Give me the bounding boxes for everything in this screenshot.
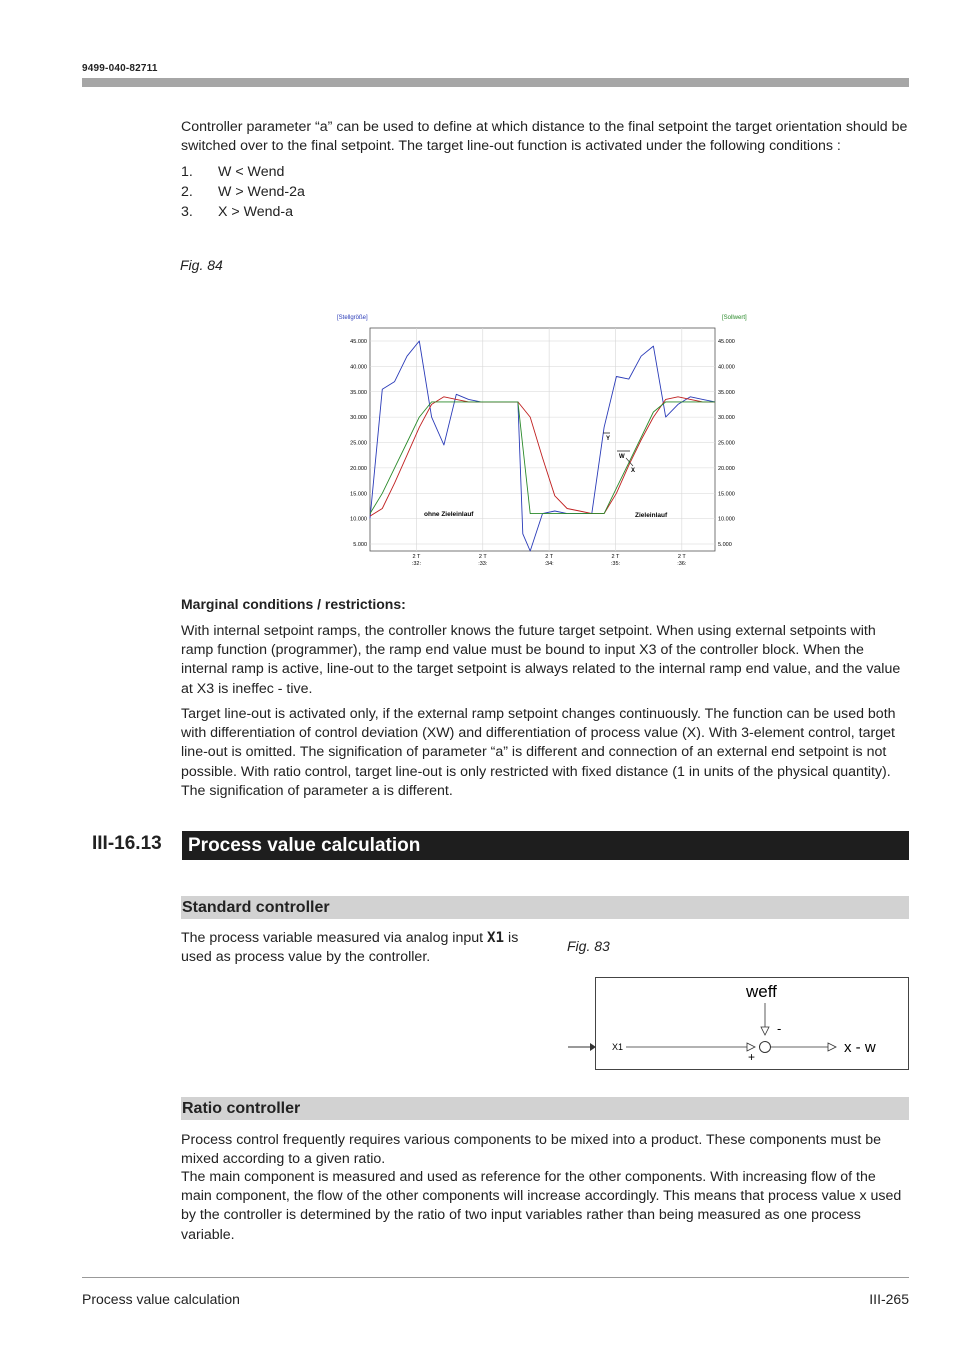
annotation-lineout: Zieleinlauf [635,512,668,519]
y-tick-label-right: 5.000 [718,542,732,548]
annotation-without-lineout: ohne Zieleinlauf [424,511,474,518]
y-axis-left-ticks [350,339,367,548]
x-tick-label-top: 2 T [478,554,487,560]
x-tick-label-top: 2 T [677,554,686,560]
left-axis-label: [Stellgröße] [337,315,368,321]
section-title: Process value calculation [182,831,909,860]
list-item [181,182,305,202]
y-tick-label-left: 30.000 [350,415,367,422]
weff-label: weff [746,982,777,1001]
y-tick-label-left: 40.000 [350,364,367,371]
y-axis-right-ticks [718,339,735,548]
x-tick-label-bottom: :36: [677,561,687,567]
conditions-list [181,162,305,222]
list-item-number: 3. [181,204,193,220]
y-tick-label-right: 25.000 [718,440,735,447]
list-item-number: 2. [181,184,193,200]
plus-sign: + [748,1050,756,1064]
intro-paragraph: Controller parameter “a” can be used to define at which distance to the final setpoint the target orientation should be switched over to the final setpoint. The target line-out function is activated under the following conditions : [181,119,908,155]
standard-controller-text [181,929,526,967]
standard-text-start: The process variable measured via analog input [181,930,487,946]
y-tick-label-left: 15.000 [350,491,367,498]
marginal-heading: Marginal conditions / restrictions: [181,596,406,612]
x1-label: X1 [612,1042,624,1052]
x-axis-ticks [412,554,687,567]
y-tick-label-right: 45.000 [718,339,735,345]
y-tick-label-left: 45.000 [350,339,367,345]
ratio-paragraph-1: Process control frequently requires various components to be mixed into a product. These components must be mixed according to a given ratio. [181,1132,882,1168]
y-tick-label-left: 20.000 [350,465,367,472]
x-tick-label-top: 2 T [412,554,421,560]
summing-junction-icon [760,1042,771,1053]
annotation-x: X [631,468,636,474]
y-tick-label-right: 10.000 [718,516,735,523]
list-item [181,162,305,182]
header-bar [82,78,909,87]
y-tick-label-right: 15.000 [718,491,735,498]
x-tick-label-bottom: :35: [610,561,621,567]
list-item-text: X > Wend-a [218,204,294,220]
y-tick-label-left: 25.000 [350,440,367,447]
ratio-paragraph-2: The main component is measured and used as reference for the other components. With increasing flow of the main component, the flow of the other components will increase accordingly. This means that process value x used by the controller is determined by the ratio of two input variables rather than being measured as one process variable. [181,1169,902,1243]
x-tick-label-bottom: :34: [544,561,554,567]
standard-text-end: is used as process value by the controller. [181,930,519,965]
y-tick-label-right: 35.000 [718,389,735,396]
footer-title: Process value calculation [82,1291,240,1307]
y-tick-label-left: 35.000 [350,389,367,396]
list-item [181,202,305,222]
section-number: III-16.13 [92,833,162,854]
minus-sign: - [777,1021,782,1036]
list-item-text: W > Wend-2a [218,184,305,200]
figure-83-caption: Fig. 83 [567,938,610,954]
annotation-w: W [619,454,625,460]
footer-rule [82,1277,909,1278]
y-tick-label-right: 30.000 [718,415,735,422]
figure-84-caption: Fig. 84 [180,257,223,273]
page-number: III-265 [869,1291,909,1307]
ratio-controller-heading: Ratio controller [181,1097,909,1120]
right-axis-label: [Sollwert] [722,315,747,321]
x-tick-label-top: 2 T [611,554,620,560]
y-tick-label-right: 20.000 [718,465,735,472]
annotation-y: Y [606,436,611,442]
y-tick-label-left: 10.000 [350,516,367,523]
marginal-paragraph-2: Target line-out is activated only, if the external ramp setpoint changes continuously. The function can be used both with differentiation of control deviation (XW) and differentiation of process value (X). With 3-element control, target line-out is omitted. The signification of parameter “a” is different and connection of an external end setpoint is not possible. With ratio control, target line-out is only restricted with fixed distance (1 in units of the physical quantity). The signification of parameter a is different. [181,706,896,799]
x-tick-label-top: 2 T [545,554,554,560]
standard-controller-heading: Standard controller [181,896,909,919]
list-item-text: W < Wend [218,164,285,180]
list-item-number: 1. [181,164,193,180]
y-tick-label-right: 40.000 [718,364,735,371]
standard-controller-diagram [560,975,912,1073]
output-label: x - w [844,1039,876,1056]
x-tick-label-bottom: :33: [478,561,488,567]
x-tick-label-bottom: :32: [411,561,422,567]
y-tick-label-left: 5.000 [353,542,367,548]
marginal-paragraph-1: With internal setpoint ramps, the controller knows the future target setpoint. When using external setpoints with ramp function (programmer), the ramp end value must be bound to input X3 of the controller block. When the internal ramp is active, line-out to the target setpoint is always related to the internal ramp end value, and the value at X3 is ineffec - tive. [181,623,901,697]
document-number: 9499-040-82711 [82,63,158,74]
input-name: X1 [487,930,505,946]
setpoint-chart [330,308,760,578]
